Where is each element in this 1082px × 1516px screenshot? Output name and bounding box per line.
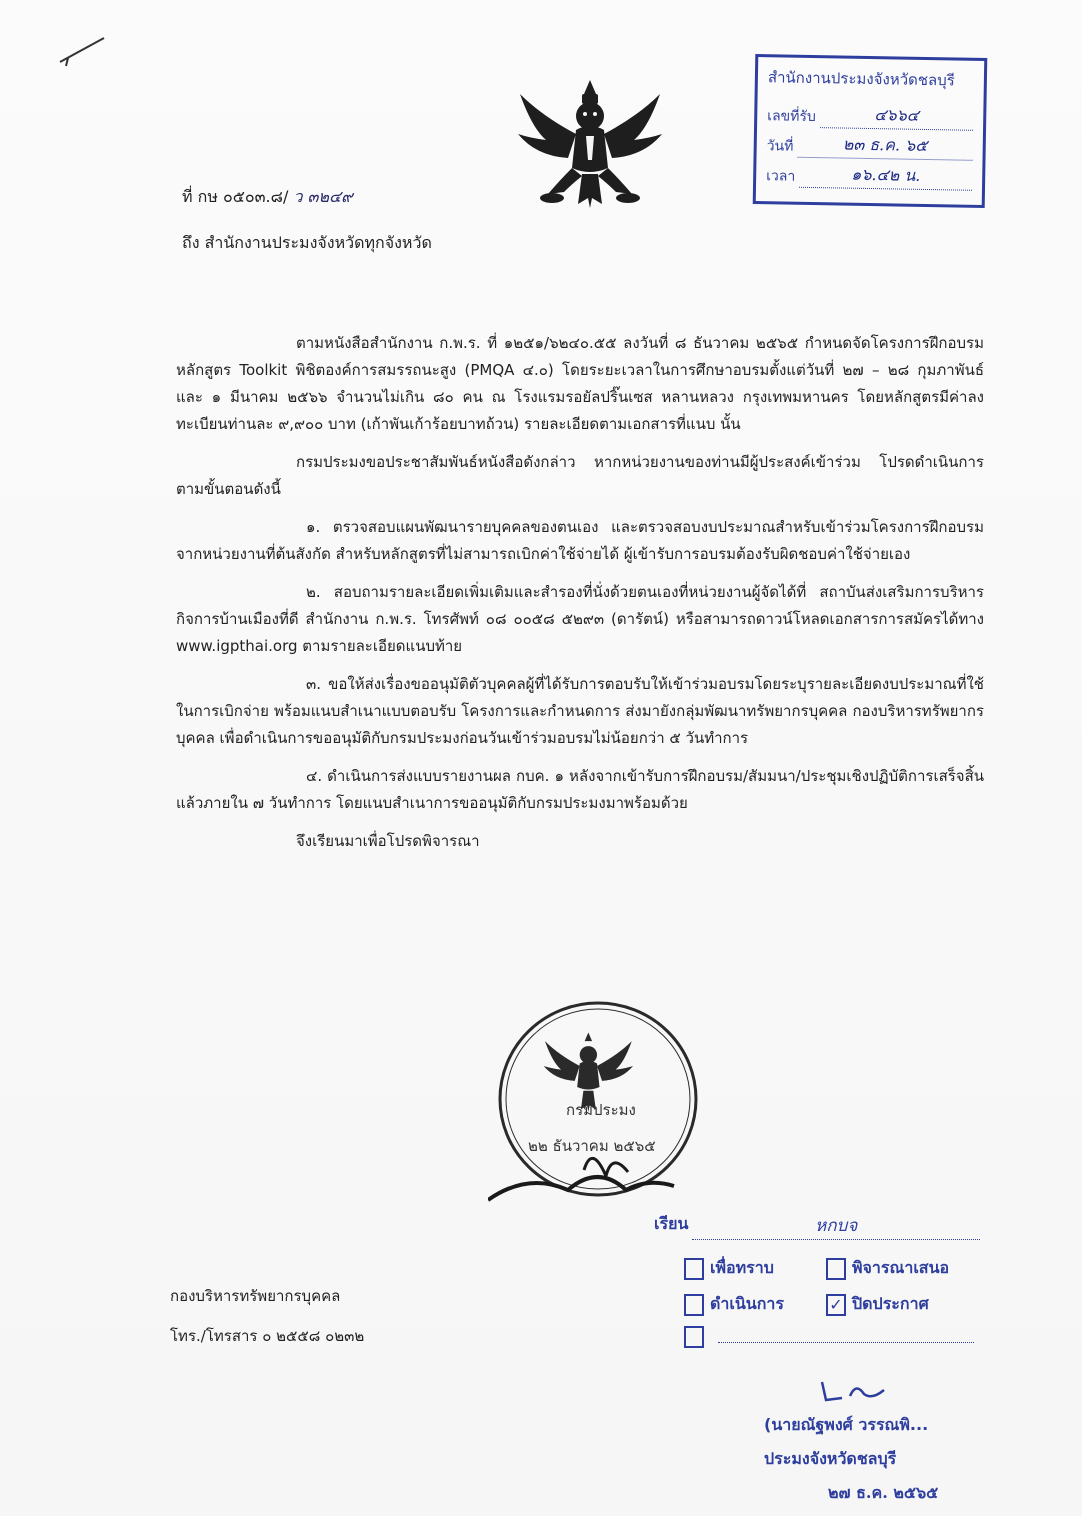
memo-rian-label: เรียน: [654, 1214, 689, 1233]
receive-stamp-title: สำนักงานประมงจังหวัดชลบุรี: [767, 68, 955, 90]
pen-stroke-mark: [58, 32, 108, 68]
signature-icon: [818, 1378, 888, 1404]
step-item-1: ๑. ตรวจสอบแผนพัฒนารายบุคคลของตนเอง และตรวจสอบงบประมาณสำหรับเข้าร่วมโครงการฝึกอบรมจากหน่วยงานที่ต้นสังกัด สำหรับหลักสูตรที่ไม่สามารถเบิกค่าใช้จ่ายได้ ผู้เข้ารับการอบรมต้องรับผิดชอบค่าใช้จ่ายเอง: [176, 518, 984, 563]
step-item-3: ๓. ขอให้ส่งเรื่องขออนุมัติตัวบุคคลผู้ที่ได้รับการตอบรับให้เข้าร่วมอบรมโดยระบุรายละเอียดงบประมาณที่ใช้ในการเบิกจ่าย พร้อมแนบสำเนาแบบตอบรับ โครงการและกำหนดการ ส่งมายังกลุ่มพัฒนาทรัพยากรบุคคล กองบริหารทรัพยากรบุคคล เพื่อดำเนินการขออนุมัติกับกรมประมงก่อนวันเข้าร่วมอบรมไม่น้อยกว่า ๕ วันทำการ: [176, 675, 984, 747]
letter-body: [176, 330, 984, 866]
receive-date-value: ๒๓ ธ.ค. ๖๕: [797, 132, 973, 161]
option-consider-propose[interactable]: [826, 1256, 949, 1281]
option-blank[interactable]: [684, 1326, 704, 1348]
option-checkbox[interactable]: [684, 1326, 704, 1348]
receive-number-value: ๔๖๖๔: [820, 102, 974, 131]
receive-stamp-time-row: [766, 157, 972, 191]
routing-memo: [654, 1204, 974, 1384]
receive-time-label: เวลา: [766, 168, 796, 185]
option-checkbox[interactable]: [684, 1294, 704, 1316]
department-phone: โทร./โทรสาร ๐ ๒๕๕๘ ๐๒๓๒: [170, 1327, 365, 1345]
closing-line: จึงเรียนมาเพื่อโปรดพิจารณา: [296, 832, 480, 850]
document-number: [182, 185, 353, 210]
receive-stamp-date-row: [767, 127, 973, 161]
option-label: ดำเนินการ: [710, 1294, 784, 1313]
step-item-2: ๒. สอบถามรายละเอียดเพิ่มเติมและสำรองที่นั่งด้วยตนเองที่หน่วยงานผู้จัดได้ที่ สถาบันส่งเสริมการบริหารกิจการบ้านเมืองที่ดี สำนักงาน ก.พ.ร. โทรศัพท์ ๐๘ ๐๐๕๘ ๕๒๙๓ (ดารัตน์) หรือสามารถดาวน์โหลดเอกสารการสมัครได้ทาง www.igpthai.org ตามรายละเอียดแนบท้าย: [176, 583, 984, 655]
memo-rian-row: [654, 1212, 980, 1240]
option-post-announcement[interactable]: [826, 1292, 929, 1317]
seal-date-text: ๒๒ ธันวาคม ๒๕๖๕: [528, 1137, 656, 1155]
receive-time-value: ๑๖.๔๒ น.: [799, 162, 972, 191]
signer-date: ๒๗ ธ.ค. ๒๕๖๕: [828, 1483, 939, 1502]
body-paragraph-1: ตามหนังสือสำนักงาน ก.พ.ร. ที่ ๑๒๕๑/๖๒๔๐.๕๕ ลงวันที่ ๘ ธันวาคม ๒๕๖๕ กำหนดจัดโครงการฝึกอบรมหลักสูตร Toolkit พิชิตองค์การสมรรถนะสูง (PMQA ๔.๐) โดยระยะเวลาในการศึกษาอบรมตั้งแต่วันที่ ๒๗ – ๒๘ กุมภาพันธ์ และ ๑ มีนาคม ๒๕๖๖ จำนวนไม่เกิน ๘๐ คน ณ โรงแรมรอยัลปริ๊นเซส หลานหลวง กรุงเทพมหานคร โดยหลักสูตรมีค่าลงทะเบียนท่านละ ๙,๙๐๐ บาท (เก้าพันเก้าร้อยบาทถ้วน) รายละเอียดตามเอกสารที่แนบ นั้น: [176, 334, 984, 433]
option-checkbox[interactable]: [684, 1258, 704, 1280]
option-label: พิจารณาเสนอ: [852, 1258, 950, 1277]
receive-stamp-number-row: [767, 97, 973, 131]
option-label: เพื่อทราบ: [710, 1258, 774, 1277]
department-name: กองบริหารทรัพยากรบุคคล: [170, 1287, 341, 1305]
department-contact: [170, 1276, 364, 1356]
signer-block: [764, 1408, 938, 1510]
option-blank-line: [718, 1342, 974, 1343]
document-number-prefix: ที่ กษ ๐๕๐๓.๘/: [182, 187, 289, 206]
receive-date-label: วันที่: [766, 138, 794, 155]
addressee: ถึง สำนักงานประมงจังหวัดทุกจังหวัด: [182, 233, 432, 252]
option-checkbox[interactable]: [826, 1258, 846, 1280]
signer-name: (นายณัฐพงศ์ วรรณพิ...: [764, 1415, 929, 1434]
option-for-information[interactable]: [684, 1256, 774, 1281]
option-label: ปิดประกาศ: [852, 1294, 929, 1313]
garuda-emblem-icon: [512, 76, 668, 216]
seal-org-text: กรมประมง: [566, 1101, 636, 1119]
option-checkbox-checked[interactable]: ✓: [826, 1294, 846, 1316]
body-paragraph-2: กรมประมงขอประชาสัมพันธ์หนังสือดังกล่าว หากหน่วยงานของท่านมีผู้ประสงค์เข้าร่วม โปรดดำเนินการตามขั้นตอนดังนี้: [176, 453, 984, 498]
receive-number-label: เลขที่รับ: [767, 108, 816, 126]
step-item-4: ๔. ดำเนินการส่งแบบรายงานผล กบค. ๑ หลังจากเข้ารับการฝึกอบรม/สัมมนา/ประชุมเชิงปฏิบัติการเสร็จสิ้นแล้วภายใน ๗ วันทำการ โดยแนบสำเนาการขออนุมัติกับกรมประมงมาพร้อมด้วย: [176, 767, 984, 812]
receive-stamp: [753, 54, 988, 208]
signer-position: ประมงจังหวัดชลบุรี: [764, 1449, 897, 1468]
memo-rian-value: หกบจ: [692, 1212, 980, 1240]
document-number-handwritten: ว ๓๒๔๙: [293, 187, 353, 206]
option-proceed[interactable]: [684, 1292, 784, 1317]
